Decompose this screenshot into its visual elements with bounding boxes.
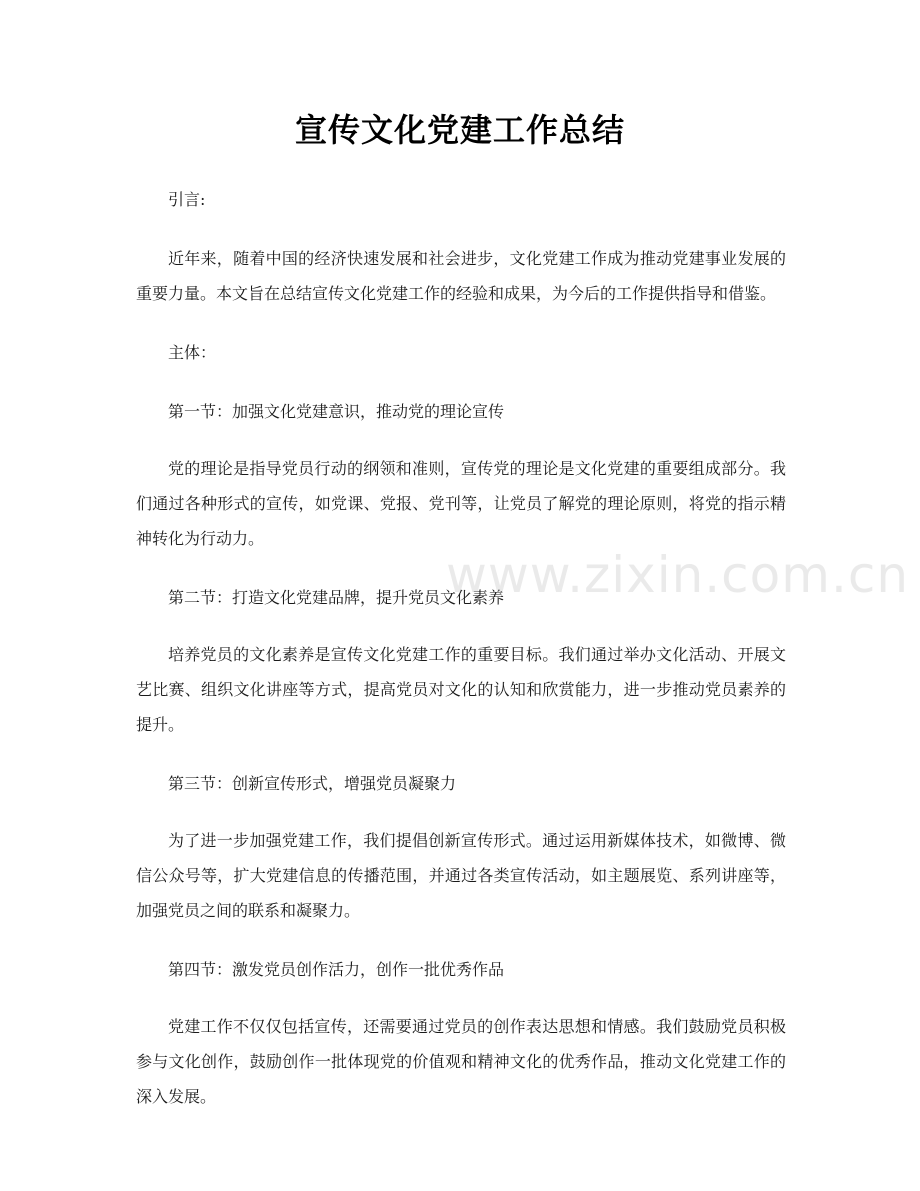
section-3-heading: 第三节：创新宣传形式，增强党员凝聚力 <box>168 774 457 793</box>
watermark: www.zixin.com.cn <box>446 546 910 604</box>
section-4-paragraph: 党建工作不仅仅包括宣传，还需要通过党员的创作表达思想和情感。我们鼓励党员积极参与文化创作，鼓励创作一批体现党的价值观和精神文化的优秀作品，推动文化党建工作的深入发展。 <box>136 1017 786 1106</box>
section-1-paragraph: 党的理论是指导党员行动的纲领和准则，宣传党的理论是文化党建的重要组成部分。我们通过各种形式的宣传，如党课、党报、党刊等，让党员了解党的理论原则，将党的指示精神转化为行动力。 <box>136 459 786 548</box>
document-title: 宣传文化党建工作总结 <box>294 111 625 149</box>
section-1-heading: 第一节：加强文化党建意识，推动党的理论宣传 <box>168 402 505 421</box>
section-2-paragraph: 培养党员的文化素养是宣传文化党建工作的重要目标。我们通过举办文化活动、开展文艺比赛、组织文化讲座等方式，提高党员对文化的认知和欣赏能力，进一步推动党员素养的提升。 <box>136 645 786 734</box>
intro-label: 引言: <box>168 190 206 209</box>
document-body <box>136 182 786 1138</box>
section-3-paragraph: 为了进一步加强党建工作，我们提倡创新宣传形式。通过运用新媒体技术，如微博、微信公众号等，扩大党建信息的传播范围，并通过各类宣传活动，如主题展览、系列讲座等，加强党员之间的联系和凝聚力。 <box>136 831 786 920</box>
section-4-heading: 第四节：激发党员创作活力，创作一批优秀作品 <box>168 960 505 979</box>
intro-paragraph: 近年来，随着中国的经济快速发展和社会进步，文化党建工作成为推动党建事业发展的重要力量。本文旨在总结宣传文化党建工作的经验和成果，为今后的工作提供指导和借鉴。 <box>136 249 786 303</box>
body-label: 主体： <box>168 343 217 362</box>
section-2-heading: 第二节：打造文化党建品牌，提升党员文化素养 <box>168 588 505 607</box>
